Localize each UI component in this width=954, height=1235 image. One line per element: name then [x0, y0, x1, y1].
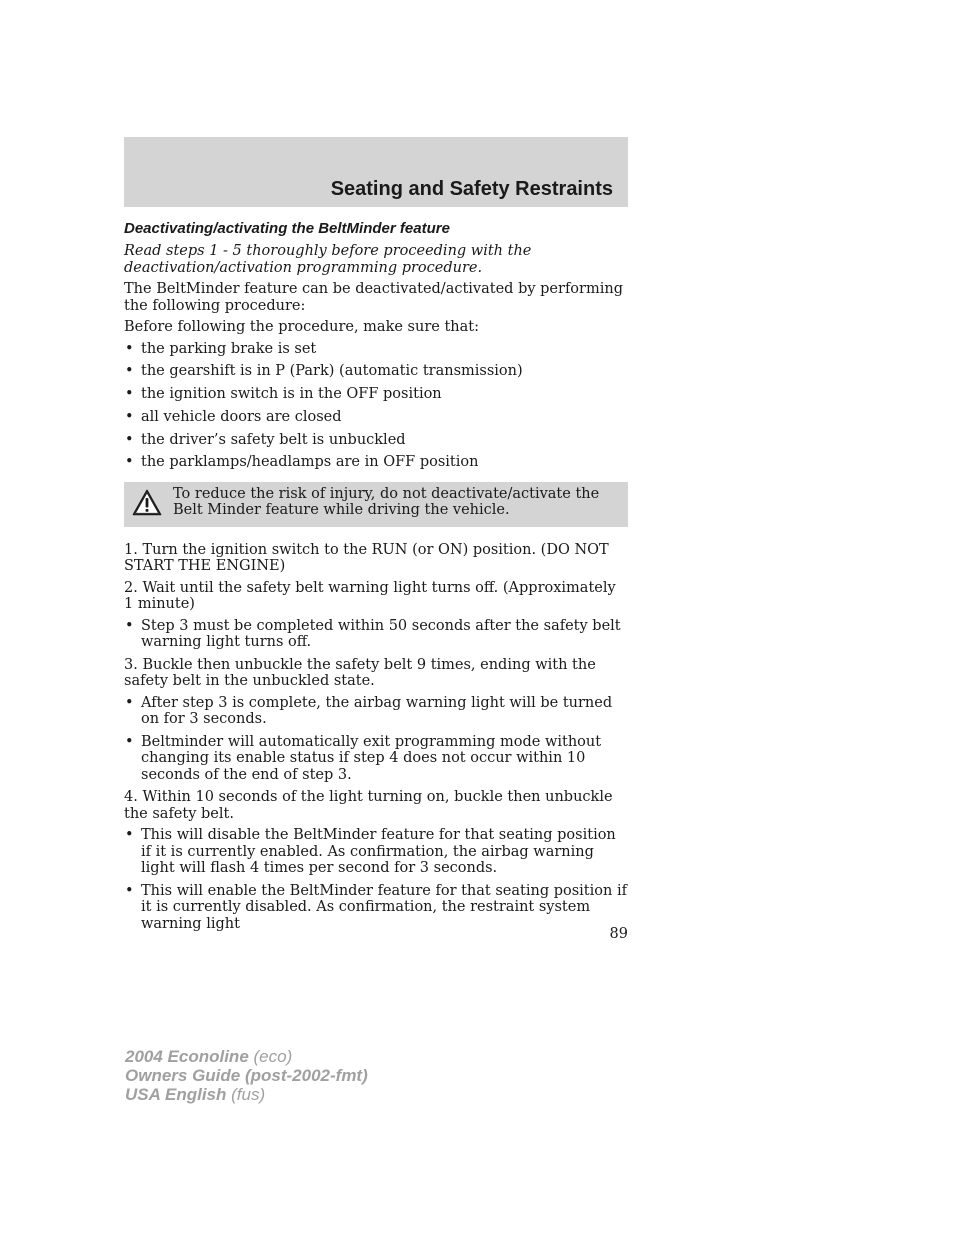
- page-number: 89: [609, 926, 628, 942]
- section-heading: Deactivating/activating the BeltMinder feature: [124, 220, 450, 237]
- list-item: • After step 3 is complete, the airbag warning light will be turned on for 3 seconds.: [125, 694, 613, 728]
- list-item: • This will disable the BeltMinder feature for that seating position if it is currently enabled. As confirmation, the airbag warning light will flash 4 times per second for 3 seconds.: [125, 827, 616, 877]
- list-item: • the parklamps/headlamps are in OFF position: [125, 454, 479, 471]
- warning-box: [124, 482, 628, 527]
- step-4-notes: [124, 827, 628, 932]
- footer-line-1: 2004 Econoline (eco): [125, 1047, 293, 1066]
- list-item: • the driver’s safety belt is unbuckled: [125, 431, 406, 448]
- header-bar: [124, 137, 628, 207]
- step-3: 3. Buckle then unbuckle the safety belt 9 times, ending with the safety belt in the unbuckled state.: [124, 656, 596, 690]
- list-item: • This will enable the BeltMinder feature for that seating position if it is currently disabled. As confirmation, the restraint system warning light: [125, 882, 627, 932]
- list-item: • all vehicle doors are closed: [125, 408, 342, 425]
- page-title: Seating and Safety Restraints: [330, 178, 613, 200]
- list-item: • the parking brake is set: [125, 340, 317, 357]
- warning-text: To reduce the risk of injury, do not deactivate/activate the Belt Minder feature while driving the vehicle.: [173, 485, 600, 519]
- footer-line-2: Owners Guide (post-2002-fmt): [125, 1066, 368, 1085]
- step-3-notes: [124, 695, 628, 784]
- list-item: • Step 3 must be completed within 50 seconds after the safety belt warning light turns off.: [125, 617, 621, 651]
- step-4: 4. Within 10 seconds of the light turning on, buckle then unbuckle the safety belt.: [124, 789, 613, 822]
- step-1: 1. Turn the ignition switch to the RUN (or ON) position. (DO NOT START THE ENGINE): [124, 541, 609, 575]
- intro-italic: Read steps 1 - 5 thoroughly before proceeding with the deactivation/activation programming procedure.: [124, 243, 532, 276]
- step-2: 2. Wait until the safety belt warning light turns off. (Approximately 1 minute): [124, 579, 616, 613]
- footer-line-3: USA English (fus): [125, 1085, 266, 1104]
- intro-paragraph: The BeltMinder feature can be deactivated/activated by performing the following procedure:: [124, 281, 623, 314]
- main-content: [124, 220, 628, 938]
- list-item: • Beltminder will automatically exit programming mode without changing its enable status if step 4 does not occur within 10 seconds of the end of step 3.: [125, 733, 602, 783]
- conditions-list: [124, 341, 628, 471]
- list-item: • the gearshift is in P (Park) (automatic transmission): [125, 363, 523, 380]
- step-2-notes: [124, 618, 628, 651]
- before-paragraph: Before following the procedure, make sure that:: [124, 319, 479, 335]
- footer: [125, 1047, 368, 1104]
- list-item: • the ignition switch is in the OFF position: [125, 386, 442, 403]
- warning-triangle-icon: [132, 489, 162, 516]
